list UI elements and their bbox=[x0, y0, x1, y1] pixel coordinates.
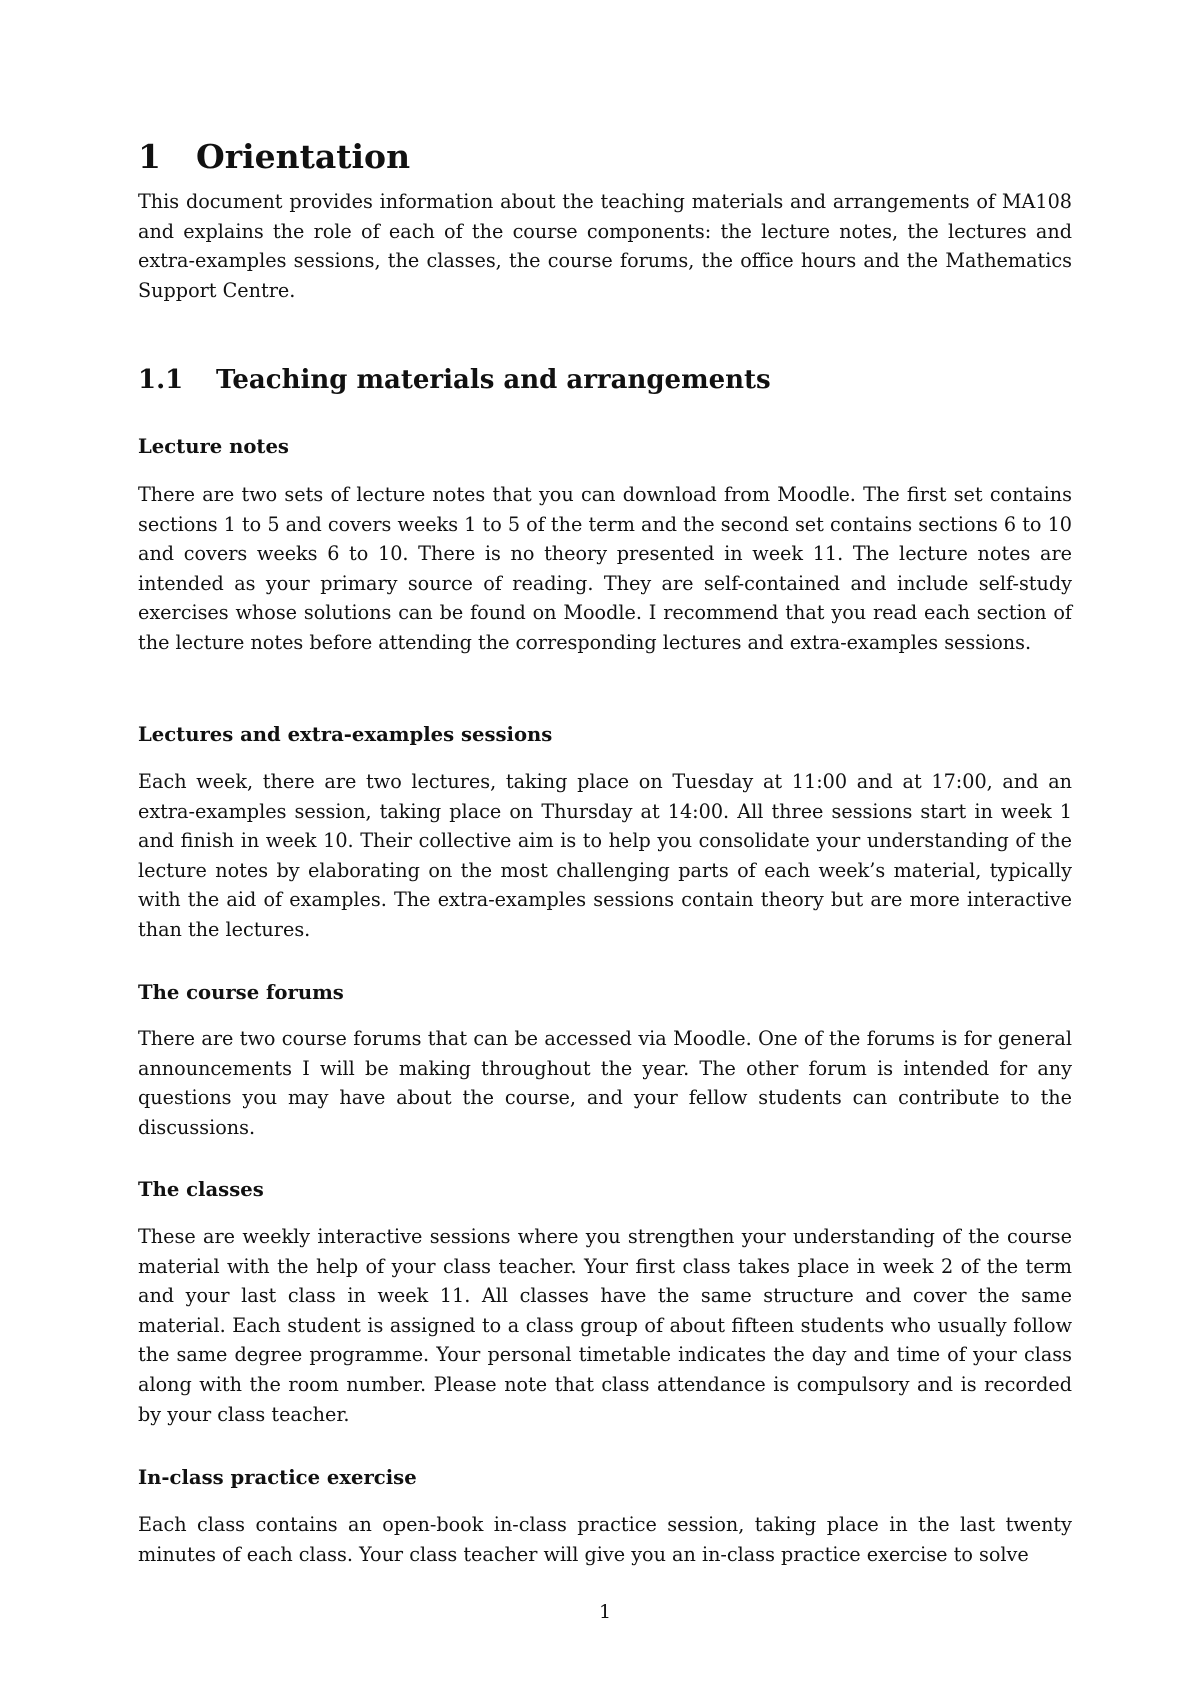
paragraph-course-forums: There are two course forums that can be accessed via Moodle. One of the forums is for general announcements I will be making throughout the year. The other forum is intended for any questions you may have about the course, and your fellow students can contribute to the discussions. bbox=[138, 1027, 1072, 1139]
paragraph-classes: These are weekly interactive sessions where you strengthen your understanding of the course material with the help of your class teacher. Your first class takes place in week 2 of the term and your last class in week 11. All classes have the same structure and cover the same material. Each student is assigned to a class group of about fifteen students who usually follow the same degree programme. Your personal timetable indicates the day and time of your class along with the room number. Please note that class attendance is compulsory and is recorded by your class teacher. bbox=[138, 1225, 1072, 1426]
paragraph-lectures-sessions: Each week, there are two lectures, taking place on Tuesday at 11:00 and at 17:00, and an extra-examples session, taking place on Thursday at 14:00. All three sessions start in week 1 and finish in week 10. Their collective aim is to help you consolidate your understanding of the lecture notes by elaborating on the most challenging parts of each week’s material, typically with the aid of examples. The extra-examples sessions contain theory but are more interactive than the lectures. bbox=[138, 770, 1072, 941]
document-page bbox=[138, 0, 1072, 1696]
page-number: 1 bbox=[598, 1601, 612, 1623]
paragraph-in-class-practice: Each class contains an open-book in-class practice session, taking place in the last twenty minutes of each class. Your class teacher will give you an in-class practice exercise to solve bbox=[138, 1513, 1072, 1566]
heading-lecture-notes: Lecture notes bbox=[138, 435, 289, 458]
subsection-title bbox=[138, 362, 771, 398]
subsection-title-text: Teaching materials and arrangements bbox=[216, 365, 771, 395]
intro-paragraph: This document provides information about the teaching materials and arrangements of MA108 and explains the role of each of the course components: the lecture notes, the lectures and extra-examples sessions, the classes, the course forums, the office hours and the Mathematics Support Centre. bbox=[138, 190, 1072, 302]
section-number: 1 bbox=[138, 137, 161, 176]
heading-in-class-practice: In-class practice exercise bbox=[138, 1466, 417, 1489]
paragraph-lecture-notes: There are two sets of lecture notes that you can download from Moodle. The first set contains sections 1 to 5 and covers weeks 1 to 5 of the term and the second set contains sections 6 to 10 and covers weeks 6 to 10. There is no theory presented in week 11. The lecture notes are intended as your primary source of reading. They are self-contained and include self-study exercises whose solutions can be found on Moodle. I recommend that you read each section of the lecture notes before attending the corresponding lectures and extra-examples sessions. bbox=[138, 483, 1072, 654]
section-title-text: Orientation bbox=[196, 137, 411, 176]
section-title bbox=[138, 134, 410, 180]
heading-course-forums: The course forums bbox=[138, 981, 344, 1004]
heading-classes: The classes bbox=[138, 1178, 264, 1201]
heading-lectures-sessions: Lectures and extra-examples sessions bbox=[138, 723, 553, 746]
subsection-number: 1.1 bbox=[138, 365, 184, 395]
